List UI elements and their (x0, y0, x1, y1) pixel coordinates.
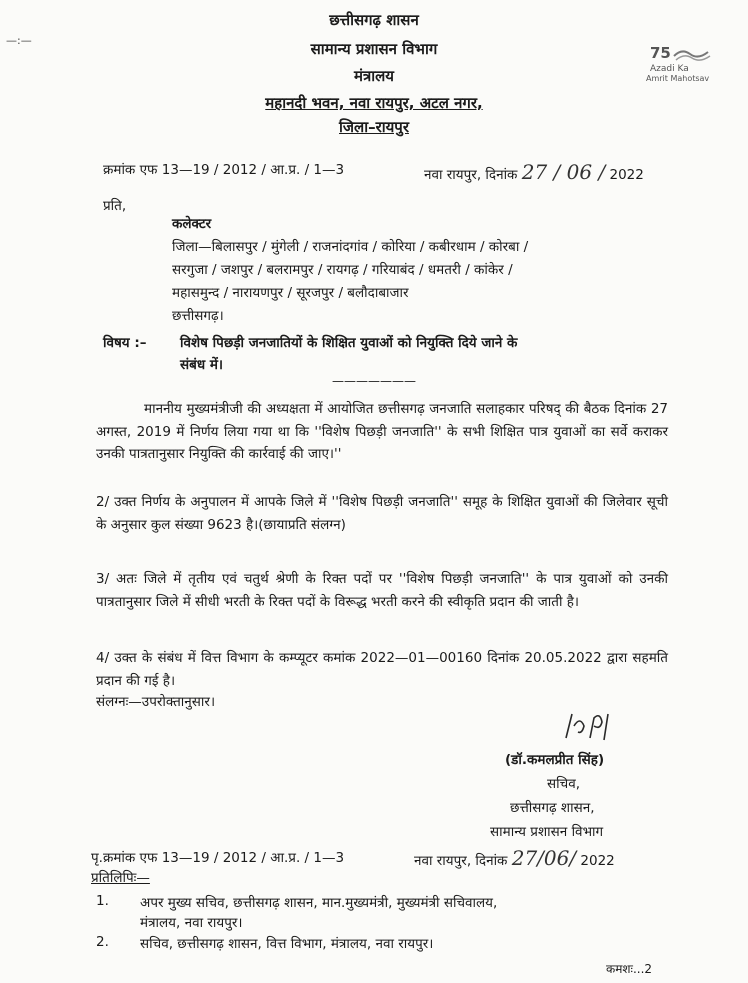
header-department: सामान्य प्रशासन विभाग (310, 40, 438, 58)
paragraph-3: 3/ अतः जिले में तृतीय एवं चतुर्थ श्रेणी के रिक्त पदों पर ''विशेष पिछड़ी जनजाति'' के पात्र युवाओं को उनकी पात्रतानुसार जिले में सीधी भरती के रिक्त पदों के विरूद्ध भरती करने की स्वीकृति प्रदान की जाती है। (96, 571, 668, 610)
enclosure-note: संलग्नः—उपरोक्तानुसार। (96, 694, 216, 710)
reference-place-date: नवा रायपुर, दिनांक 27 / 06 / 2022 (424, 160, 644, 184)
paragraph-1: माननीय मुख्यमंत्रीजी की अध्यक्षता में आयोजित छत्तीसगढ़ जनजाति सलाहकार परिषद् की बैठक दिनांक 27 अगस्त, 2019 में निर्णय लिया गया था कि ''विशेष पिछड़ी जनजाति'' के सभी शिक्षित पात्र युवाओं का सर्वे कराकर उनकी पात्रतानुसार नियुक्ति की कार्रवाई की जाए।'' (96, 401, 668, 462)
prati-label: प्रति, (103, 198, 127, 214)
addressee-line: छत्तीसगढ़। (172, 308, 224, 324)
handwritten-date: 27 / 06 / (521, 160, 606, 184)
copy-item-number: 2. (96, 934, 109, 950)
signature-icon (560, 710, 620, 742)
paragraph-4: 4/ उक्त के संबंध में वित्त विभाग के कम्प्यूटर कमांक 2022—01—00160 दिनांक 20.05.2022 द्वारा सहमति प्रदान की गई है। (96, 650, 668, 689)
endorsement-place-date: नवा रायपुर, दिनांक 27/06/ 2022 (414, 846, 615, 870)
margin-mark: —:— (6, 34, 32, 47)
copy-item-line: अपर मुख्य सचिव, छत्तीसगढ़ शासन, मान.मुख्यमंत्री, मुख्यमंत्री सचिवालय, (140, 895, 498, 911)
azadi-ka-amrit-mahotsav-logo: 75 Azadi Ka Amrit Mahotsav (650, 44, 724, 94)
flag-wave-icon (672, 46, 712, 62)
header-government: छत्तीसगढ़ शासन (329, 11, 419, 29)
header-district: जिला–रायपुर (339, 118, 409, 136)
addressee-line: सरगुजा / जशपुर / बलरामपुर / रायगढ़ / गरियाबंद / धमतरी / कांकेर / (172, 262, 513, 278)
addressee-title: कलेक्टर (172, 216, 212, 232)
signatory-name: (डॉ.कमलप्रीत सिंह) (505, 752, 605, 768)
subject-text-line2: संबंध में। (180, 357, 224, 373)
subject-text: विशेष पिछड़ी जनजातियों के शिक्षित युवाओं को नियुक्ति दिये जाने के (180, 335, 518, 351)
paragraph-2: 2/ उक्त निर्णय के अनुपालन में आपके जिले में ''विशेष पिछड़ी जनजाति'' समूह के शिक्षित युवाओं की जिलेवार सूची के अनुसार कुल संख्या 9623 है।(छायाप्रति संलग्न) (96, 494, 668, 533)
handwritten-date: 27/06/ (511, 846, 577, 870)
copy-item-line: सचिव, छत्तीसगढ़ शासन, वित्त विभाग, मंत्रालय, नवा रायपुर। (140, 936, 434, 952)
header-ministry: मंत्रालय (353, 67, 394, 85)
signatory-government: छत्तीसगढ़ शासन, (510, 800, 595, 816)
copy-label: प्रतिलिपिः— (91, 870, 150, 886)
reference-number: क्रमांक एफ 13—19 / 2012 / आ.प्र. / 1—3 (103, 162, 345, 178)
addressee-line: महासमुन्द / नारायणपुर / सूरजपुर / बलौदाबाजार (172, 285, 409, 301)
signature-mark (560, 710, 620, 746)
continued-note: कमशः...2 (606, 962, 653, 976)
endorsement-number: पृ.क्रमांक एफ 13—19 / 2012 / आ.प्र. / 1—3 (91, 850, 345, 866)
signatory-designation: सचिव, (547, 776, 580, 792)
separator: ——————— (332, 374, 416, 388)
header-address: महानदी भवन, नवा रायपुर, अटल नगर, (265, 94, 483, 112)
subject-label: विषय :– (103, 335, 147, 351)
copy-item-number: 1. (96, 893, 109, 909)
copy-item-line: मंत्रालय, नवा रायपुर। (140, 915, 243, 931)
signatory-department: सामान्य प्रशासन विभाग (490, 824, 604, 840)
addressee-line: जिला—बिलासपुर / मुंगेली / राजनांदगांव / कोरिया / कबीरधाम / कोरबा / (172, 239, 529, 255)
